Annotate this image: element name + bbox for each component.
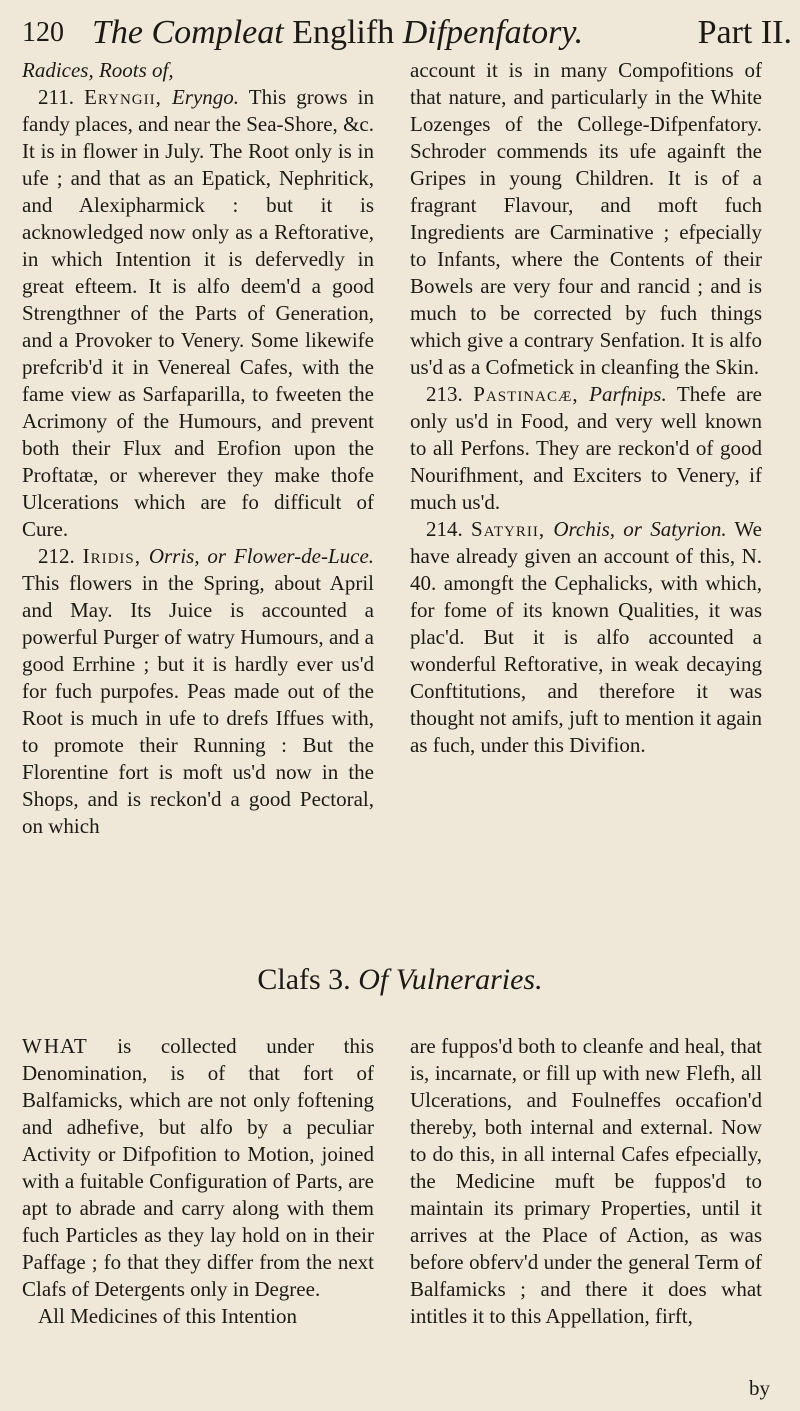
entry-211-head: Eryngii, (84, 85, 162, 109)
class-title: Of Vulneraries. (358, 963, 543, 996)
column-left-lower (22, 1033, 374, 1330)
column-right-lower (410, 1033, 762, 1330)
entry-214: 214. Satyrii, Orchis, or Satyrion. We have already given an account of this, N. 40. amongft the Cephalicks, with which, for fome of its known Qualities, it was plac'd. But it is alfo accounted a wonderful Reftorative, in weak decaying Conftitutions, and therefore it was thought not amifs, juft to mention it again as fuch, under this Divifion. (410, 517, 762, 757)
title-italic-2: Difpenfatory. (402, 14, 584, 51)
class-number: Clafs 3. (257, 963, 351, 996)
entry-213-head: Pastinacæ, (473, 382, 579, 406)
part-label: Part II. (697, 14, 792, 51)
entry-213: 213. Pastinacæ, Parfnips. Thefe are only us'd in Food, and very well known to all Perfons. They are reckon'd of good Nourifhment, and Exciters to Venery, if much us'd. (410, 382, 763, 514)
page-number: 120 (22, 17, 64, 48)
column-right-upper (410, 57, 762, 759)
catchword: by (749, 1376, 770, 1400)
entry-211: 211. Eryngii, Eryngo. This grows in fandy places, and near the Sea-Shore, &c. It is in flower in July. The Root only is in ufe ; and that as an Epatick, Nephritick, and Alexipharmick : but it is acknowledged now only as a Reftorative, in which Intention it is defervedly in great efteem. It is alfo deem'd a good Strengthner of the Parts of Generation, and a Provoker to Venery. Some likewife prefcrib'd it in Venereal Cafes, with the fame view as Sarfaparilla, to fweeten the Acrimony of the Humours, and prevent both their Flux and Erofion upon the Proftatæ, or wherever they make thofe Ulcerations which are fo difficult of Cure. (22, 85, 375, 541)
entry-212: 212. Iridis, Orris, or Flower-de-Luce. This flowers in the Spring, about April and May. Its Juice is accounted a powerful Purger of watry Humours, and a good Errhine ; but it is hardly ever us'd for fuch purpofes. Peas made out of the Root is much in ufe to drefs Iffues with, to promote their Running : But the Florentine fort is moft us'd now in the Shops, and is reckon'd a good Pectoral, on which (22, 544, 375, 838)
class-intro-paragraph: WHAT is collected under this Denomination, is of that fort of Balfamicks, which are not only foftening and adhefive, but alfo by a peculiar Activity or Difpofition to Motion, joined with a fuitable Configuration of Parts, are apt to abrade and carry along with them fuch Particles as they lay hold on in their Paffage ; fo that they differ from the next Clafs of Detergents only in Degree. (22, 1034, 374, 1301)
entry-212-continued: account it is in many Compofitions of that nature, and particularly in the White Lozenges of the College-Difpenfatory. Schroder commends its ufe againft the Gripes in young Children. It is of a fragrant Flavour, and moft fuch Ingredients are Carminative ; efpecially to Infants, where the Contents of their Bowels are very four and rancid ; and is much to be corrected by fuch things which give a contrary Senfation. It is alfo us'd as a Cofmetick in cleanfing the Skin. (410, 58, 762, 379)
entry-continuation: Radices, Roots of, (22, 58, 174, 82)
column-left-upper (22, 57, 374, 840)
entry-214-head: Satyrii, (471, 517, 546, 541)
title-plain: Englifh (292, 14, 395, 51)
entry-212-head: Iridis, (82, 544, 141, 568)
title-italic: The Compleat (92, 14, 284, 51)
running-title (92, 8, 583, 58)
class-paragraph-2-continued: are fuppos'd both to cleanfe and heal, that is, incarnate, or fill up with new Flefh, all Ulcerations, and Foulneffes occafion'd thereby, both internal and external. Now to do this, in all internal Cafes efpecially, the Medicine muft be fuppos'd to maintain its primary Properties, until it arrives at the Place of Action, as was before obferv'd under the general Term of Balfamicks ; and there it does what intitles it to this Appellation, firft, (410, 1034, 762, 1328)
running-header (22, 8, 792, 58)
class-paragraph-2: All Medicines of this Intention (38, 1304, 297, 1328)
class-heading (0, 960, 800, 1000)
